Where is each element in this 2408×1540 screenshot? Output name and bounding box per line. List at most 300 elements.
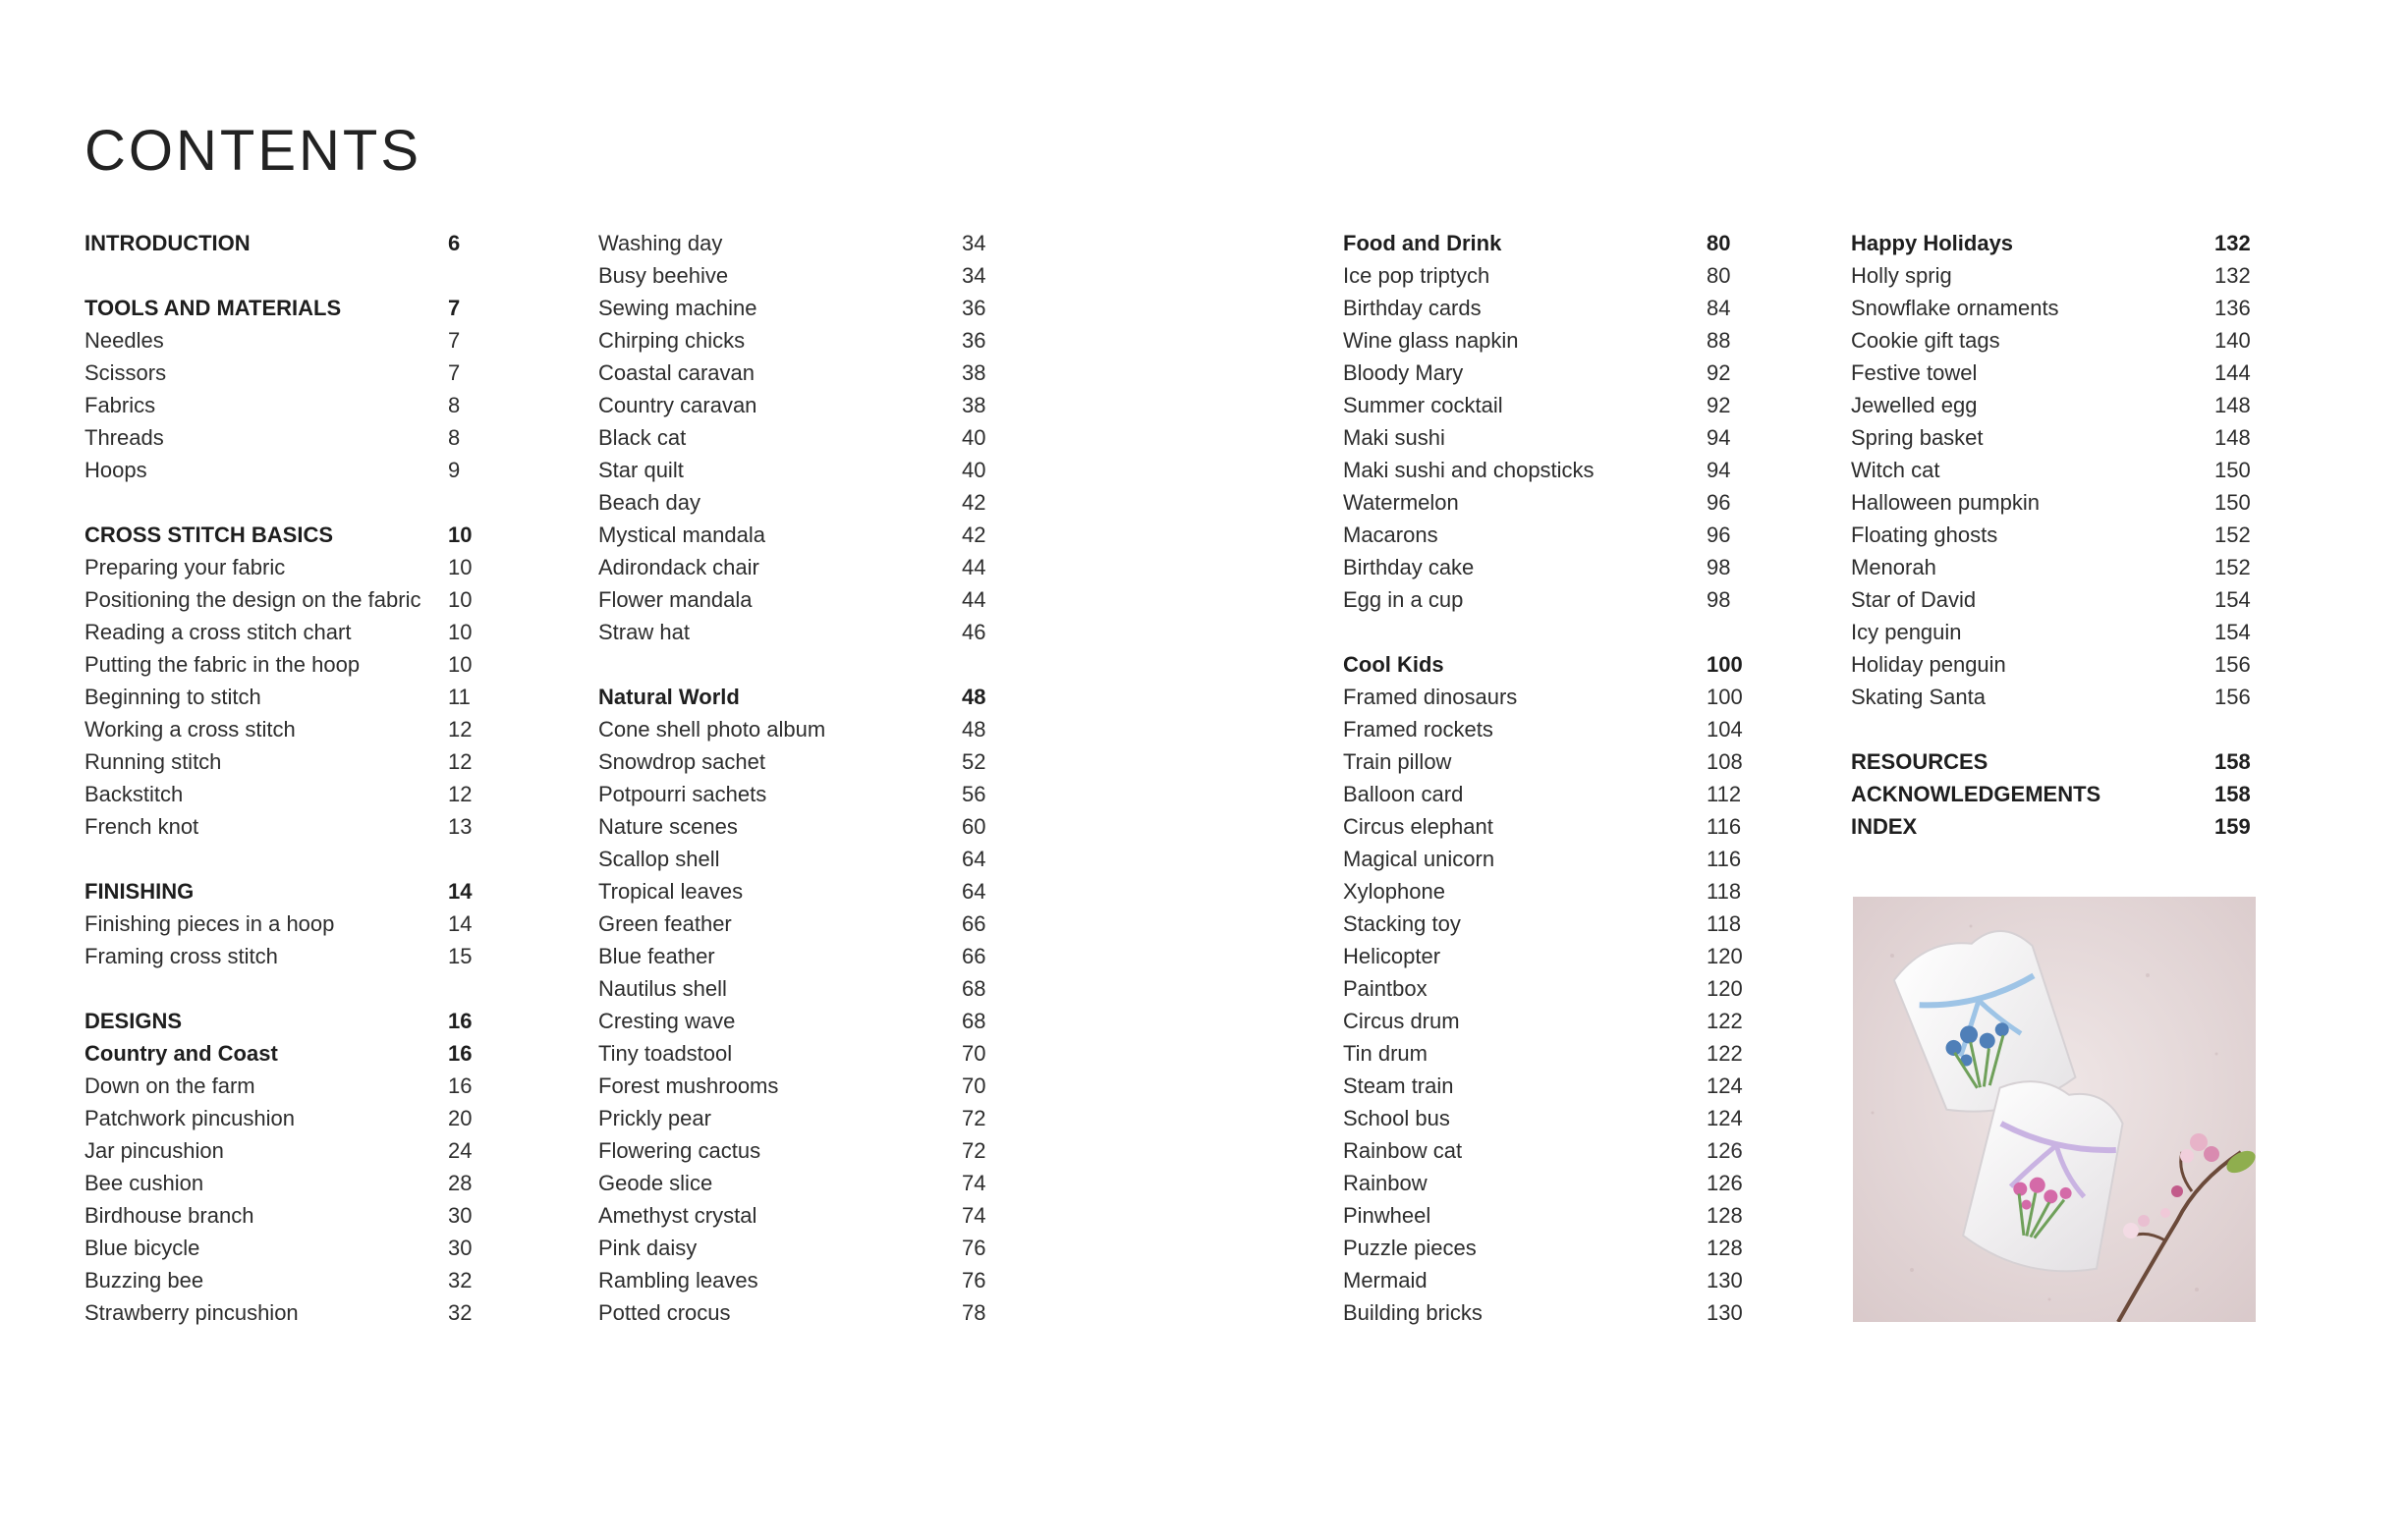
toc-entry-title: Circus drum xyxy=(1343,1009,1460,1033)
toc-entry-title: Adirondack chair xyxy=(598,555,759,579)
toc-entry-title: Skating Santa xyxy=(1851,685,1986,709)
toc-entry[interactable] xyxy=(598,972,991,1005)
toc-entry-title: Puzzle pieces xyxy=(1343,1236,1477,1260)
toc-page-number: 104 xyxy=(1707,717,1743,742)
toc-entry-title: Beach day xyxy=(598,490,700,515)
toc-section-heading[interactable] xyxy=(1851,227,2264,259)
toc-entry[interactable] xyxy=(598,1296,991,1329)
toc-page-number: 126 xyxy=(1707,1138,1743,1163)
toc-page-number: 42 xyxy=(962,522,986,547)
toc-entry[interactable] xyxy=(598,1102,991,1134)
toc-entry[interactable] xyxy=(1851,421,2264,454)
toc-entry-title: Festive towel xyxy=(1851,360,1978,385)
toc-entry-title: Framed rockets xyxy=(1343,717,1493,742)
toc-page-number: 144 xyxy=(2214,360,2251,385)
toc-entry-title: Green feather xyxy=(598,911,732,936)
toc-page-number: 92 xyxy=(1707,393,1731,417)
toc-entry-title: Steam train xyxy=(1343,1073,1454,1098)
toc-entry-title: Helicopter xyxy=(1343,944,1441,968)
toc-section-heading[interactable] xyxy=(84,227,477,259)
toc-entry[interactable] xyxy=(1851,681,2264,713)
toc-entry[interactable] xyxy=(1343,713,1756,745)
toc-entry-title: Maki sushi xyxy=(1343,425,1445,450)
toc-entry-title: Ice pop triptych xyxy=(1343,263,1490,288)
toc-page-number: 48 xyxy=(962,717,986,742)
toc-entry[interactable] xyxy=(84,389,477,421)
toc-entry[interactable] xyxy=(84,648,477,681)
toc-page-number: 148 xyxy=(2214,425,2251,450)
toc-entry-title: Country and Coast xyxy=(84,1041,278,1066)
toc-entry-title: Positioning the design on the fabric xyxy=(84,587,421,612)
toc-entry-title: Fabrics xyxy=(84,393,156,417)
toc-entry[interactable] xyxy=(84,1296,477,1329)
toc-entry-title: Birdhouse branch xyxy=(84,1203,254,1228)
toc-entry-title: Food and Drink xyxy=(1343,231,1502,255)
toc-page-number: 132 xyxy=(2214,263,2251,288)
toc-page-number: 36 xyxy=(962,328,986,353)
toc-entry[interactable] xyxy=(598,519,991,551)
toc-entry[interactable] xyxy=(598,389,991,421)
toc-page-number: 76 xyxy=(962,1268,986,1292)
toc-section-heading[interactable] xyxy=(598,681,991,713)
toc-entry[interactable] xyxy=(1343,972,1756,1005)
toc-page-number: 152 xyxy=(2214,555,2251,579)
toc-page-number: 10 xyxy=(448,555,473,579)
toc-page-number: 78 xyxy=(962,1300,986,1325)
toc-entry[interactable] xyxy=(1343,357,1756,389)
toc-entry-title: Blue bicycle xyxy=(84,1236,200,1260)
toc-entry[interactable] xyxy=(1343,324,1756,357)
toc-entry-title: Snowflake ornaments xyxy=(1851,296,2059,320)
toc-entry-title: Pink daisy xyxy=(598,1236,698,1260)
toc-section-heading[interactable] xyxy=(1851,778,2264,810)
toc-entry-title: Tropical leaves xyxy=(598,879,744,904)
toc-page-number: 116 xyxy=(1707,814,1742,839)
toc-entry[interactable] xyxy=(598,1264,991,1296)
toc-entry[interactable] xyxy=(598,292,991,324)
toc-entry-title: Framed dinosaurs xyxy=(1343,685,1518,709)
toc-entry-title: Flower mandala xyxy=(598,587,753,612)
toc-entry-title: Rambling leaves xyxy=(598,1268,758,1292)
toc-page-number: 14 xyxy=(448,879,473,904)
toc-entry-title: Geode slice xyxy=(598,1171,713,1195)
toc-page-number: 74 xyxy=(962,1203,986,1228)
toc-entry[interactable] xyxy=(1343,778,1756,810)
toc-entry[interactable] xyxy=(598,583,991,616)
toc-section-heading[interactable] xyxy=(1851,745,2264,778)
toc-entry-title: INDEX xyxy=(1851,814,1918,839)
toc-entry[interactable] xyxy=(598,421,991,454)
toc-column-2 xyxy=(598,227,991,1329)
page-title: CONTENTS xyxy=(84,119,421,183)
toc-entry[interactable] xyxy=(84,616,477,648)
toc-entry-title: Blue feather xyxy=(598,944,715,968)
toc-page-number: 42 xyxy=(962,490,986,515)
toc-entry-title: Pinwheel xyxy=(1343,1203,1431,1228)
toc-page-number: 159 xyxy=(2214,814,2251,839)
toc-column-3 xyxy=(1343,227,1756,1329)
toc-entry[interactable] xyxy=(1851,357,2264,389)
toc-entry[interactable] xyxy=(598,616,991,648)
toc-entry[interactable] xyxy=(1343,421,1756,454)
toc-entry-title: Coastal caravan xyxy=(598,360,755,385)
toc-section-heading[interactable] xyxy=(84,1037,477,1070)
toc-page-number: 148 xyxy=(2214,393,2251,417)
toc-entry-title: Nature scenes xyxy=(598,814,738,839)
toc-page-number: 66 xyxy=(962,944,986,968)
toc-page-number: 136 xyxy=(2214,296,2251,320)
toc-entry[interactable] xyxy=(1343,940,1756,972)
toc-page-number: 8 xyxy=(448,425,461,450)
toc-entry[interactable] xyxy=(598,1005,991,1037)
toc-page-number: 70 xyxy=(962,1041,986,1066)
toc-entry[interactable] xyxy=(598,486,991,519)
toc-spacer xyxy=(84,972,477,1005)
toc-entry-title: Cool Kids xyxy=(1343,652,1444,677)
toc-entry-title: Straw hat xyxy=(598,620,690,644)
toc-page-number: 156 xyxy=(2214,685,2251,709)
toc-page-number: 120 xyxy=(1707,944,1743,968)
toc-page-number: 120 xyxy=(1707,976,1743,1001)
toc-entry[interactable] xyxy=(1343,1264,1756,1296)
toc-entry-title: INTRODUCTION xyxy=(84,231,251,255)
toc-page-number: 92 xyxy=(1707,360,1731,385)
toc-section-heading[interactable] xyxy=(84,1005,477,1037)
toc-entry[interactable] xyxy=(84,1199,477,1232)
toc-entry[interactable] xyxy=(1851,259,2264,292)
toc-entry-title: Natural World xyxy=(598,685,740,709)
toc-page-number: 16 xyxy=(448,1009,473,1033)
toc-page-number: 48 xyxy=(962,685,986,709)
toc-page-number: 13 xyxy=(448,814,473,839)
toc-entry-title: Stacking toy xyxy=(1343,911,1461,936)
toc-page-number: 76 xyxy=(962,1236,986,1260)
toc-entry-title: Witch cat xyxy=(1851,458,1940,482)
toc-page-number: 116 xyxy=(1707,847,1742,871)
toc-page-number: 52 xyxy=(962,749,986,774)
toc-entry[interactable] xyxy=(1343,583,1756,616)
toc-entry-title: Preparing your fabric xyxy=(84,555,286,579)
toc-entry[interactable] xyxy=(1343,1070,1756,1102)
toc-entry[interactable] xyxy=(1851,389,2264,421)
toc-entry-title: Cresting wave xyxy=(598,1009,736,1033)
toc-entry[interactable] xyxy=(1343,1199,1756,1232)
toc-entry[interactable] xyxy=(84,810,477,843)
toc-entry[interactable] xyxy=(598,259,991,292)
toc-entry[interactable] xyxy=(1851,583,2264,616)
toc-page-number: 98 xyxy=(1707,587,1731,612)
toc-section-heading[interactable] xyxy=(84,875,477,908)
toc-entry-title: Black cat xyxy=(598,425,687,450)
toc-page-number: 40 xyxy=(962,425,986,450)
toc-entry[interactable] xyxy=(84,713,477,745)
toc-page-number: 100 xyxy=(1707,685,1743,709)
toc-entry[interactable] xyxy=(1343,1102,1756,1134)
toc-page-number: 150 xyxy=(2214,490,2251,515)
toc-entry-title: Icy penguin xyxy=(1851,620,1962,644)
toc-page-number: 150 xyxy=(2214,458,2251,482)
toc-entry-title: Birthday cake xyxy=(1343,555,1475,579)
toc-entry[interactable] xyxy=(84,1232,477,1264)
toc-entry-title: Amethyst crystal xyxy=(598,1203,757,1228)
toc-entry[interactable] xyxy=(1343,908,1756,940)
toc-entry[interactable] xyxy=(598,1037,991,1070)
toc-entry-title: Jar pincushion xyxy=(84,1138,224,1163)
toc-entry-title: Finishing pieces in a hoop xyxy=(84,911,335,936)
toc-entry[interactable] xyxy=(598,778,991,810)
toc-page-number: 118 xyxy=(1707,911,1742,936)
toc-entry[interactable] xyxy=(1343,810,1756,843)
toc-page-number: 74 xyxy=(962,1171,986,1195)
toc-entry[interactable] xyxy=(1343,519,1756,551)
toc-entry-title: Paintbox xyxy=(1343,976,1428,1001)
toc-page-number: 122 xyxy=(1707,1009,1743,1033)
toc-entry[interactable] xyxy=(84,324,477,357)
toc-page-number: 44 xyxy=(962,587,986,612)
toc-entry-title: Summer cocktail xyxy=(1343,393,1503,417)
toc-entry[interactable] xyxy=(84,583,477,616)
toc-entry-title: Train pillow xyxy=(1343,749,1452,774)
toc-entry[interactable] xyxy=(84,357,477,389)
toc-page-number: 124 xyxy=(1707,1106,1743,1130)
toc-section-heading[interactable] xyxy=(1343,227,1756,259)
toc-page-number: 94 xyxy=(1707,425,1731,450)
toc-page-number: 154 xyxy=(2214,620,2251,644)
toc-entry[interactable] xyxy=(1343,259,1756,292)
toc-entry-title: Snowdrop sachet xyxy=(598,749,765,774)
toc-page-number: 12 xyxy=(448,782,473,806)
toc-entry[interactable] xyxy=(84,1070,477,1102)
toc-page-number: 38 xyxy=(962,393,986,417)
toc-entry[interactable] xyxy=(1343,292,1756,324)
toc-entry-title: Needles xyxy=(84,328,164,353)
toc-entry[interactable] xyxy=(1851,648,2264,681)
toc-entry-title: Sewing machine xyxy=(598,296,757,320)
toc-page-number: 15 xyxy=(448,944,473,968)
toc-page-number: 118 xyxy=(1707,879,1742,904)
toc-entry-title: Down on the farm xyxy=(84,1073,255,1098)
toc-page-number: 64 xyxy=(962,879,986,904)
toc-entry-title: Working a cross stitch xyxy=(84,717,296,742)
toc-entry[interactable] xyxy=(1343,551,1756,583)
toc-entry-title: Washing day xyxy=(598,231,723,255)
toc-entry[interactable] xyxy=(1851,616,2264,648)
toc-entry[interactable] xyxy=(84,421,477,454)
toc-entry[interactable] xyxy=(1343,1005,1756,1037)
toc-entry[interactable] xyxy=(1851,551,2264,583)
toc-page-number: 80 xyxy=(1707,231,1731,255)
toc-entry-title: Xylophone xyxy=(1343,879,1445,904)
toc-entry[interactable] xyxy=(598,1232,991,1264)
toc-entry-title: Menorah xyxy=(1851,555,1936,579)
toc-section-heading[interactable] xyxy=(84,292,477,324)
toc-entry-title: FINISHING xyxy=(84,879,195,904)
toc-page-number: 16 xyxy=(448,1041,473,1066)
toc-entry[interactable] xyxy=(84,745,477,778)
toc-page-number: 66 xyxy=(962,911,986,936)
toc-entry-title: Prickly pear xyxy=(598,1106,711,1130)
toc-entry-title: Forest mushrooms xyxy=(598,1073,779,1098)
toc-page-number: 132 xyxy=(2214,231,2251,255)
toc-entry[interactable] xyxy=(598,357,991,389)
toc-entry-title: Scallop shell xyxy=(598,847,720,871)
toc-entry[interactable] xyxy=(84,940,477,972)
toc-entry[interactable] xyxy=(1343,1134,1756,1167)
toc-entry-title: Reading a cross stitch chart xyxy=(84,620,352,644)
toc-page-number: 128 xyxy=(1707,1203,1743,1228)
toc-entry-title: Star of David xyxy=(1851,587,1977,612)
toc-column-1 xyxy=(84,227,477,1329)
toc-entry-title: Building bricks xyxy=(1343,1300,1483,1325)
toc-entry[interactable] xyxy=(84,551,477,583)
toc-entry[interactable] xyxy=(598,454,991,486)
toc-entry[interactable] xyxy=(84,1167,477,1199)
toc-page-number: 10 xyxy=(448,652,473,677)
toc-entry-title: Cone shell photo album xyxy=(598,717,826,742)
toc-entry-title: Country caravan xyxy=(598,393,757,417)
toc-entry[interactable] xyxy=(1343,1232,1756,1264)
toc-page-number: 96 xyxy=(1707,490,1731,515)
toc-page-number: 32 xyxy=(448,1268,473,1292)
toc-entry-title: Patchwork pincushion xyxy=(84,1106,296,1130)
toc-page-number: 72 xyxy=(962,1106,986,1130)
toc-section-heading[interactable] xyxy=(1343,648,1756,681)
toc-page-number: 38 xyxy=(962,360,986,385)
toc-section-heading[interactable] xyxy=(1851,810,2264,843)
toc-page-number: 158 xyxy=(2214,749,2251,774)
toc-page-number: 6 xyxy=(448,231,461,255)
toc-entry[interactable] xyxy=(1343,1167,1756,1199)
toc-page-number: 124 xyxy=(1707,1073,1743,1098)
toc-entry-title: Running stitch xyxy=(84,749,222,774)
toc-entry-title: ACKNOWLEDGEMENTS xyxy=(1851,782,2101,806)
toc-entry[interactable] xyxy=(84,1134,477,1167)
toc-entry-title: CROSS STITCH BASICS xyxy=(84,522,334,547)
toc-page-number: 34 xyxy=(962,263,986,288)
toc-entry[interactable] xyxy=(1851,324,2264,357)
toc-page-number: 152 xyxy=(2214,522,2251,547)
toc-entry-title: Putting the fabric in the hoop xyxy=(84,652,361,677)
toc-page-number: 112 xyxy=(1707,782,1742,806)
toc-page-number: 10 xyxy=(448,587,473,612)
toc-entry[interactable] xyxy=(1343,745,1756,778)
toc-entry[interactable] xyxy=(84,1102,477,1134)
toc-page-number: 60 xyxy=(962,814,986,839)
toc-section-heading[interactable] xyxy=(84,519,477,551)
toc-entry[interactable] xyxy=(1343,681,1756,713)
toc-page-number: 32 xyxy=(448,1300,473,1325)
toc-page-number: 72 xyxy=(962,1138,986,1163)
toc-entry[interactable] xyxy=(1343,389,1756,421)
toc-page-number: 9 xyxy=(448,458,461,482)
toc-entry[interactable] xyxy=(598,1070,991,1102)
toc-entry[interactable] xyxy=(598,1134,991,1167)
toc-entry-title: School bus xyxy=(1343,1106,1450,1130)
toc-entry[interactable] xyxy=(598,713,991,745)
toc-entry-title: RESOURCES xyxy=(1851,749,1988,774)
toc-entry[interactable] xyxy=(1851,486,2264,519)
toc-entry[interactable] xyxy=(598,875,991,908)
toc-entry-title: Nautilus shell xyxy=(598,976,727,1001)
toc-entry[interactable] xyxy=(1343,486,1756,519)
toc-entry[interactable] xyxy=(598,324,991,357)
toc-entry-title: Jewelled egg xyxy=(1851,393,1978,417)
toc-page-number: 128 xyxy=(1707,1236,1743,1260)
toc-entry[interactable] xyxy=(84,1264,477,1296)
toc-entry[interactable] xyxy=(598,745,991,778)
toc-spacer xyxy=(84,259,477,292)
toc-entry[interactable] xyxy=(598,843,991,875)
toc-entry[interactable] xyxy=(1343,1037,1756,1070)
toc-entry[interactable] xyxy=(1343,454,1756,486)
toc-page-number: 10 xyxy=(448,620,473,644)
toc-page-number: 14 xyxy=(448,911,473,936)
toc-page-number: 7 xyxy=(448,296,461,320)
toc-page-number: 36 xyxy=(962,296,986,320)
toc-entry-title: Backstitch xyxy=(84,782,184,806)
toc-entry[interactable] xyxy=(598,551,991,583)
toc-page-number: 28 xyxy=(448,1171,473,1195)
toc-spacer xyxy=(598,648,991,681)
toc-entry[interactable] xyxy=(598,1167,991,1199)
toc-spacer xyxy=(84,843,477,875)
toc-entry[interactable] xyxy=(1851,292,2264,324)
toc-page-number: 30 xyxy=(448,1236,473,1260)
toc-entry[interactable] xyxy=(1851,519,2264,551)
toc-entry[interactable] xyxy=(1851,454,2264,486)
toc-entry[interactable] xyxy=(84,681,477,713)
toc-entry[interactable] xyxy=(598,1199,991,1232)
toc-page-number: 56 xyxy=(962,782,986,806)
toc-entry-title: Bee cushion xyxy=(84,1171,204,1195)
toc-entry[interactable] xyxy=(1343,875,1756,908)
toc-page-number: 7 xyxy=(448,328,461,353)
toc-page-number: 24 xyxy=(448,1138,473,1163)
toc-page-number: 46 xyxy=(962,620,986,644)
toc-entry[interactable] xyxy=(598,940,991,972)
toc-entry-title: Star quilt xyxy=(598,458,684,482)
toc-entry[interactable] xyxy=(84,454,477,486)
toc-entry-title: Spring basket xyxy=(1851,425,1984,450)
toc-page-number: 10 xyxy=(448,522,473,547)
toc-page-number: 130 xyxy=(1707,1300,1743,1325)
embroidered-sachets-photo xyxy=(1853,897,2256,1322)
toc-entry-title: Mystical mandala xyxy=(598,522,765,547)
toc-entry-title: Birthday cards xyxy=(1343,296,1482,320)
toc-entry-title: Maki sushi and chopsticks xyxy=(1343,458,1595,482)
toc-entry-title: Hoops xyxy=(84,458,147,482)
toc-entry-title: Circus elephant xyxy=(1343,814,1493,839)
toc-entry-title: Busy beehive xyxy=(598,263,729,288)
toc-entry-title: Macarons xyxy=(1343,522,1438,547)
toc-entry-title: Wine glass napkin xyxy=(1343,328,1519,353)
toc-page-number: 154 xyxy=(2214,587,2251,612)
toc-page-number: 84 xyxy=(1707,296,1731,320)
toc-entry-title: Floating ghosts xyxy=(1851,522,1998,547)
toc-entry[interactable] xyxy=(598,908,991,940)
toc-entry[interactable] xyxy=(84,908,477,940)
toc-page-number: 12 xyxy=(448,717,473,742)
toc-page-number: 7 xyxy=(448,360,461,385)
toc-entry[interactable] xyxy=(1343,1296,1756,1329)
toc-entry-title: Flowering cactus xyxy=(598,1138,761,1163)
toc-entry[interactable] xyxy=(84,778,477,810)
toc-entry-title: Halloween pumpkin xyxy=(1851,490,2040,515)
toc-entry[interactable] xyxy=(598,810,991,843)
toc-entry[interactable] xyxy=(598,227,991,259)
toc-entry[interactable] xyxy=(1343,843,1756,875)
toc-entry-title: Watermelon xyxy=(1343,490,1459,515)
